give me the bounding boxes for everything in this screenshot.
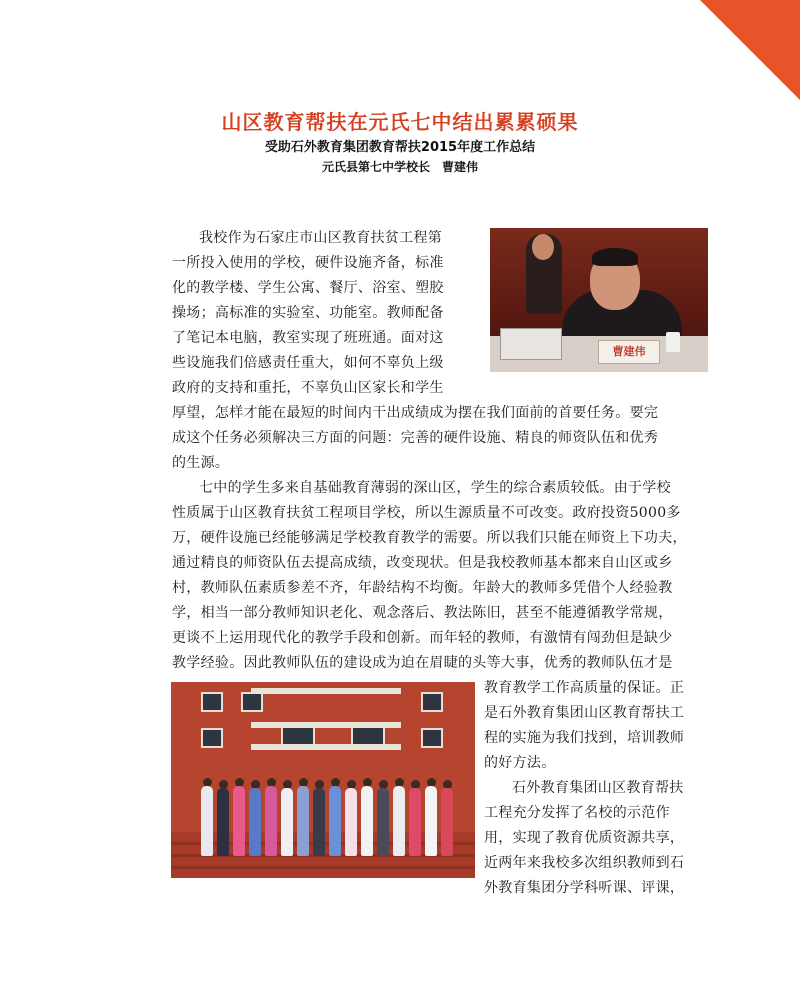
text-line: 厚望，怎样才能在最短的时间内干出成绩成为摆在我们面前的首要任务。要完 [172,405,659,421]
text-line: 我校作为石家庄市山区教育扶贫工程第 [199,230,443,246]
text-line: 教学经验。因此教师队伍的建设成为迫在眉睫的头等大事，优秀的教师队伍才是 [172,655,673,671]
nameplate: 曹建伟 [598,340,660,364]
article-subtitle: 受助石外教育集团教育帮扶2015年度工作总结 [264,140,536,155]
author-byline: 元氏县第七中学校长 曹建伟 [321,160,478,174]
text-line: 更谈不上运用现代化的教学手段和创新。而年轻的教师，有激情有闯劲但是缺少 [172,630,673,646]
text-line: 七中的学生多来自基础教育薄弱的深山区，学生的综合素质较低。由于学校 [199,480,671,496]
text-line: 的生源。 [172,455,230,471]
text-line: 化的教学楼、学生公寓、餐厅、浴室、塑胶 [172,280,444,296]
group-crowd [191,778,461,868]
text-line: 工程充分发挥了名校的示范作 [484,805,670,821]
text-line: 政府的支持和重托，不辜负山区家长和学生 [172,380,444,396]
text-line: 用，实现了教育优质资源共享， [484,830,685,846]
text-line: 近两年来我校多次组织教师到石 [484,855,685,871]
text-line: 外教育集团分学科听课、评课， [484,880,685,896]
text-line: 通过精良的师资队伍去提高成绩，改变现状。但是我校教师基本都来自山区或乡 [172,555,673,571]
text-line: 是石外教育集团山区教育帮扶工 [484,705,685,721]
text-line: 村，教师队伍素质参差不齐，年龄结构不均衡。年龄大的教师多凭借个人经验教 [172,580,673,596]
text-line: 成这个任务必须解决三方面的问题：完善的硬件设施、精良的师资队伍和优秀 [172,430,659,446]
group-photo [171,682,475,878]
text-line: 学，相当一部分教师知识老化、观念落后、教法陈旧，甚至不能遵循教学常规， [172,605,673,621]
text-line: 的好方法。 [484,755,556,771]
text-line: 一所投入使用的学校，硬件设施齐备，标准 [172,255,444,271]
article-title: 山区教育帮扶在元氏七中结出累累硕果 [221,110,579,134]
text-line: 程的实施为我们找到，培训教师 [484,730,685,746]
corner-decoration [700,0,800,100]
text-line: 教育教学工作高质量的保证。正 [484,680,685,696]
text-line: 万，硬件设施已经能够满足学校教育教学的需要。所以我们只能在师资上下功夫， [172,530,687,546]
text-line: 些设施我们倍感责任重大，如何不辜负上级 [172,355,444,371]
text-line: 操场；高标准的实验室、功能室。教师配备 [172,305,444,321]
text-line: 性质属于山区教育扶贫工程项目学校，所以生源质量不可改变。政府投资5000多 [172,505,681,521]
principal-portrait-photo [490,228,708,372]
text-line: 石外教育集团山区教育帮扶 [512,780,684,796]
text-line: 了笔记本电脑，教室实现了班班通。面对这 [172,330,444,346]
